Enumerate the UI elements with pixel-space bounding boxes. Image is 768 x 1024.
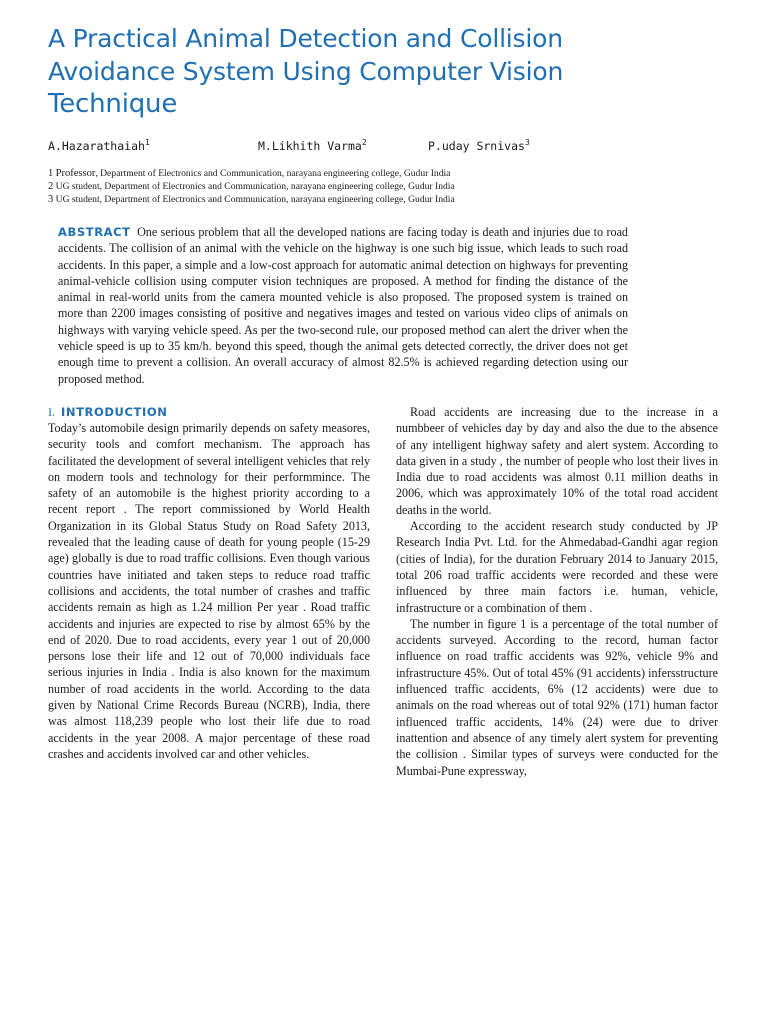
intro-paragraph: Today’s automobile design primarily depends on safety measores, security tools and comfort mechanism. The approach has facilitated the development of several intelligent vehicles that rely on modern tools and technology for their performmince. The safety of an automobile is the highest priority according to a recent report . The report commissioned by World Health Organization in its Global Status Study on Road Safety 2013, revealed that the leading cause of death for young people (15-29 age) globally is due to road traffic collisions. Even though various countries have initiated and taken steps to reduce road traffic collisions and accidents, the total number of crashes and traffic accidents remain as high as 1.24 million Per year . Road traffic accidents and injuries are expected to rise by almost 65% by the end of 2020. Due to road accidents, every year 1 out of 20,000 persons lose their life and 12 out of 70,000 individuals face serious injuries in India . India is also known for the maximum number of road accidents in the world. According to the data given by National Crime Records Bureau (NCRB), India, there was almost 118,239 people who lost their life due to road accidents in the year 2008. A major percentage of these road crashes and accidents involved car and other vehicles. [48, 421, 370, 761]
affiliation-2: 2 UG student, Department of Electronics and Communication, narayana engineering college, Gudur India [48, 181, 455, 192]
right-paragraph-3: The number in figure 1 is a percentage of the total number of accidents surveyed. According to the record, human factor influence on road traffic accidents was 92%, vehicle 9% and infrastructure 45%. Out of total 45% (91 accidents) infersstructure influenced traffic accidents, 6% (12 accidents) were due to animals on the road whereas out of total 92% (171) human factor influenced traffic accidents, 14% (24) were due to driver inattention and absence of any timely alert system for preventing the collision . Similar types of surveys were conducted for the Mumbai-Pune expressway, [396, 616, 718, 778]
affiliation-1: 1 Professor, Department of Electronics and Communication, narayana engineering college, Gudur India [48, 168, 451, 179]
left-column [48, 404, 370, 762]
title-line-2: Avoidance System Using Computer Vision [48, 57, 564, 86]
right-column [396, 404, 718, 779]
abstract-heading: ABSTRACT [58, 225, 131, 239]
affiliations [48, 167, 648, 206]
right-paragraph-2: According to the accident research study conducted by JP Research India Pvt. Ltd. for the Ahmedabad-Gandhi agar region (cities of India), for the duration February 2014 to January 2015, total 206 road traffic accidents were recorded and these were influenced by three main factors i.e. human, vehicle, infrastructure or a combination of them . [396, 519, 718, 615]
author-list [48, 138, 728, 158]
title-line-1: A Practical Animal Detection and Collision [48, 24, 563, 53]
section-heading-introduction: I. INTRODUCTION [48, 405, 168, 419]
title-line-3: Technique [48, 89, 178, 119]
abstract [58, 224, 628, 387]
affiliation-3: 3 UG student, Department of Electronics and Communication, narayana engineering college, Gudur India [48, 194, 455, 205]
paper-title [48, 22, 608, 121]
author-3: P.uday Srnivas$^3$ [428, 138, 530, 153]
author-1: A.Hazarathaiah$^1$ [48, 138, 150, 153]
abstract-text: One serious problem that all the developed nations are facing today is death and injuries due to road accidents. The collision of an animal with the vehicle on the highway is one such big issue, which leads to such road accidents. In this paper, a simple and a low-cost approach for automatic animal detection on highways for preventing animal-vehicle collision using computer vision techniques are proposed. A method for finding the distance of the animal in real-world units from the camera mounted vehicle is also proposed. The proposed system is trained on more than 2200 images consisting of positive and negatives images and tested on various video clips of animals on highways with varying vehicle speed. As per the two-second rule, our proposed method can alert the driver when the vehicle speed is up to 35 km/h. beyond this speed, though the animal gets detected correctly, the driver does not get enough time to prevent a collision. An overall accuracy of almost 82.5% is achieved regarding detection using our proposed method. [58, 225, 628, 386]
right-paragraph-1: Road accidents are increasing due to the increase in a numbbeer of vehicles day by day and also the due to the absence of any intelligent highway safety and alert system. According to data given in a study , the number of people who lost their lives in India due to road accidents was almost 0.11 million deaths in 2006, which was approximately 10% of the total road accident deaths in the world. [396, 405, 718, 517]
author-2: M.Likhith Varma$^2$ [258, 138, 367, 153]
